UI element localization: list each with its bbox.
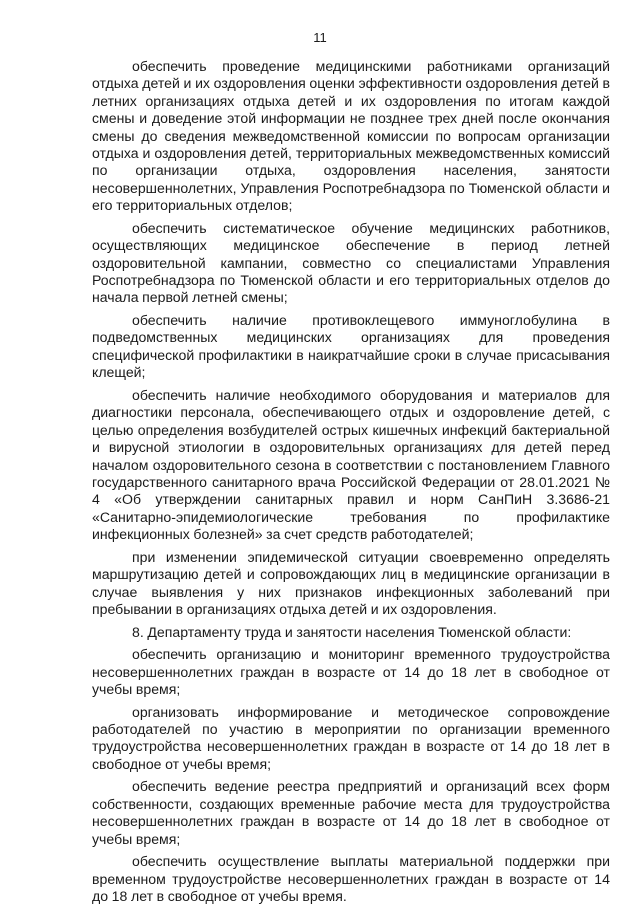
- paragraph-section-8-heading: 8. Департаменту труда и занятости населения Тюменской области:: [132, 623, 572, 640]
- paragraph-enterprise-registry: обеспечить ведение реестра предприятий и организаций всех форм собственности, создающих временные рабочие места для трудоустройства несовершеннолетних граждан в возрасте от 14 до 18 лет в свободное от учебы время;: [92, 778, 610, 847]
- paragraph-immunoglobulin: обеспечить наличие противоклещевого иммуноглобулина в подведомственных медицинских организациях для проведения специфической профилактики в наикратчайшие сроки в случае присасывания клещей;: [92, 312, 610, 381]
- paragraph-medical-assessment: обеспечить проведение медицинскими работниками организаций отдыха детей и их оздоровления оценки эффективности оздоровления детей в летних организациях отдыха детей и их оздоровления по итогам каждой смены и доведение этой информации не позднее трех дней после окончания смены до сведения межведомственной комиссии по вопросам организации отдыха и оздоровления детей, территориальных межведомственных комиссий по организации отдыха, оздоровления населения, занятости несовершеннолетних, Управления Роспотребнадзора по Тюменской области и его территориальных отделов;: [92, 58, 610, 214]
- paragraph-epidemic-routing: при изменении эпидемической ситуации своевременно определять маршрутизацию детей и сопровождающих лиц в медицинские организации в случае выявления у них признаков инфекционных заболеваний при пребывании в организациях отдыха детей и их оздоровления.: [92, 548, 610, 617]
- paragraph-diagnostics-equipment: обеспечить наличие необходимого оборудования и материалов для диагностики персонала, обеспечивающего отдых и оздоровление детей, с целью определения возбудителей острых кишечных инфекций бактериальной и вирусной этиологии в оздоровительных организациях для детей перед началом оздоровительного сезона в соответствии с постановлением Главного государственного санитарного врача Российской Федерации от 28.01.2021 № 4 «Об утверждении санитарных правил и норм СанПиН 3.3686-21 «Санитарно-эпидемиологические требования по профилактике инфекционных болезней» за счет средств работодателей;: [92, 386, 610, 543]
- paragraph-financial-support: обеспечить осуществление выплаты материальной поддержки при временном трудоустройстве несовершеннолетних граждан в возрасте от 14 до 18 лет в свободное от учебы время.: [92, 853, 610, 904]
- paragraph-employment-monitoring: обеспечить организацию и мониторинг временного трудоустройства несовершеннолетних граждан в возрасте от 14 до 18 лет в свободное от учебы время;: [92, 646, 610, 697]
- paragraph-employer-informing: организовать информирование и методическое сопровождение работодателей по участию в мероприятии по организации временного трудоустройства несовершеннолетних граждан в возрасте от 14 до 18 лет в свободное от учебы время;: [92, 703, 610, 772]
- document-body: [92, 58, 610, 905]
- page-number: 11: [313, 30, 327, 45]
- paragraph-medical-training: обеспечить систематическое обучение медицинских работников, осуществляющих медицинское обеспечение в период летней оздоровительной кампании, совместно со специалистами Управления Роспотребнадзора по Тюменской области и его территориальных отделов до начала первой летней смены;: [92, 219, 610, 306]
